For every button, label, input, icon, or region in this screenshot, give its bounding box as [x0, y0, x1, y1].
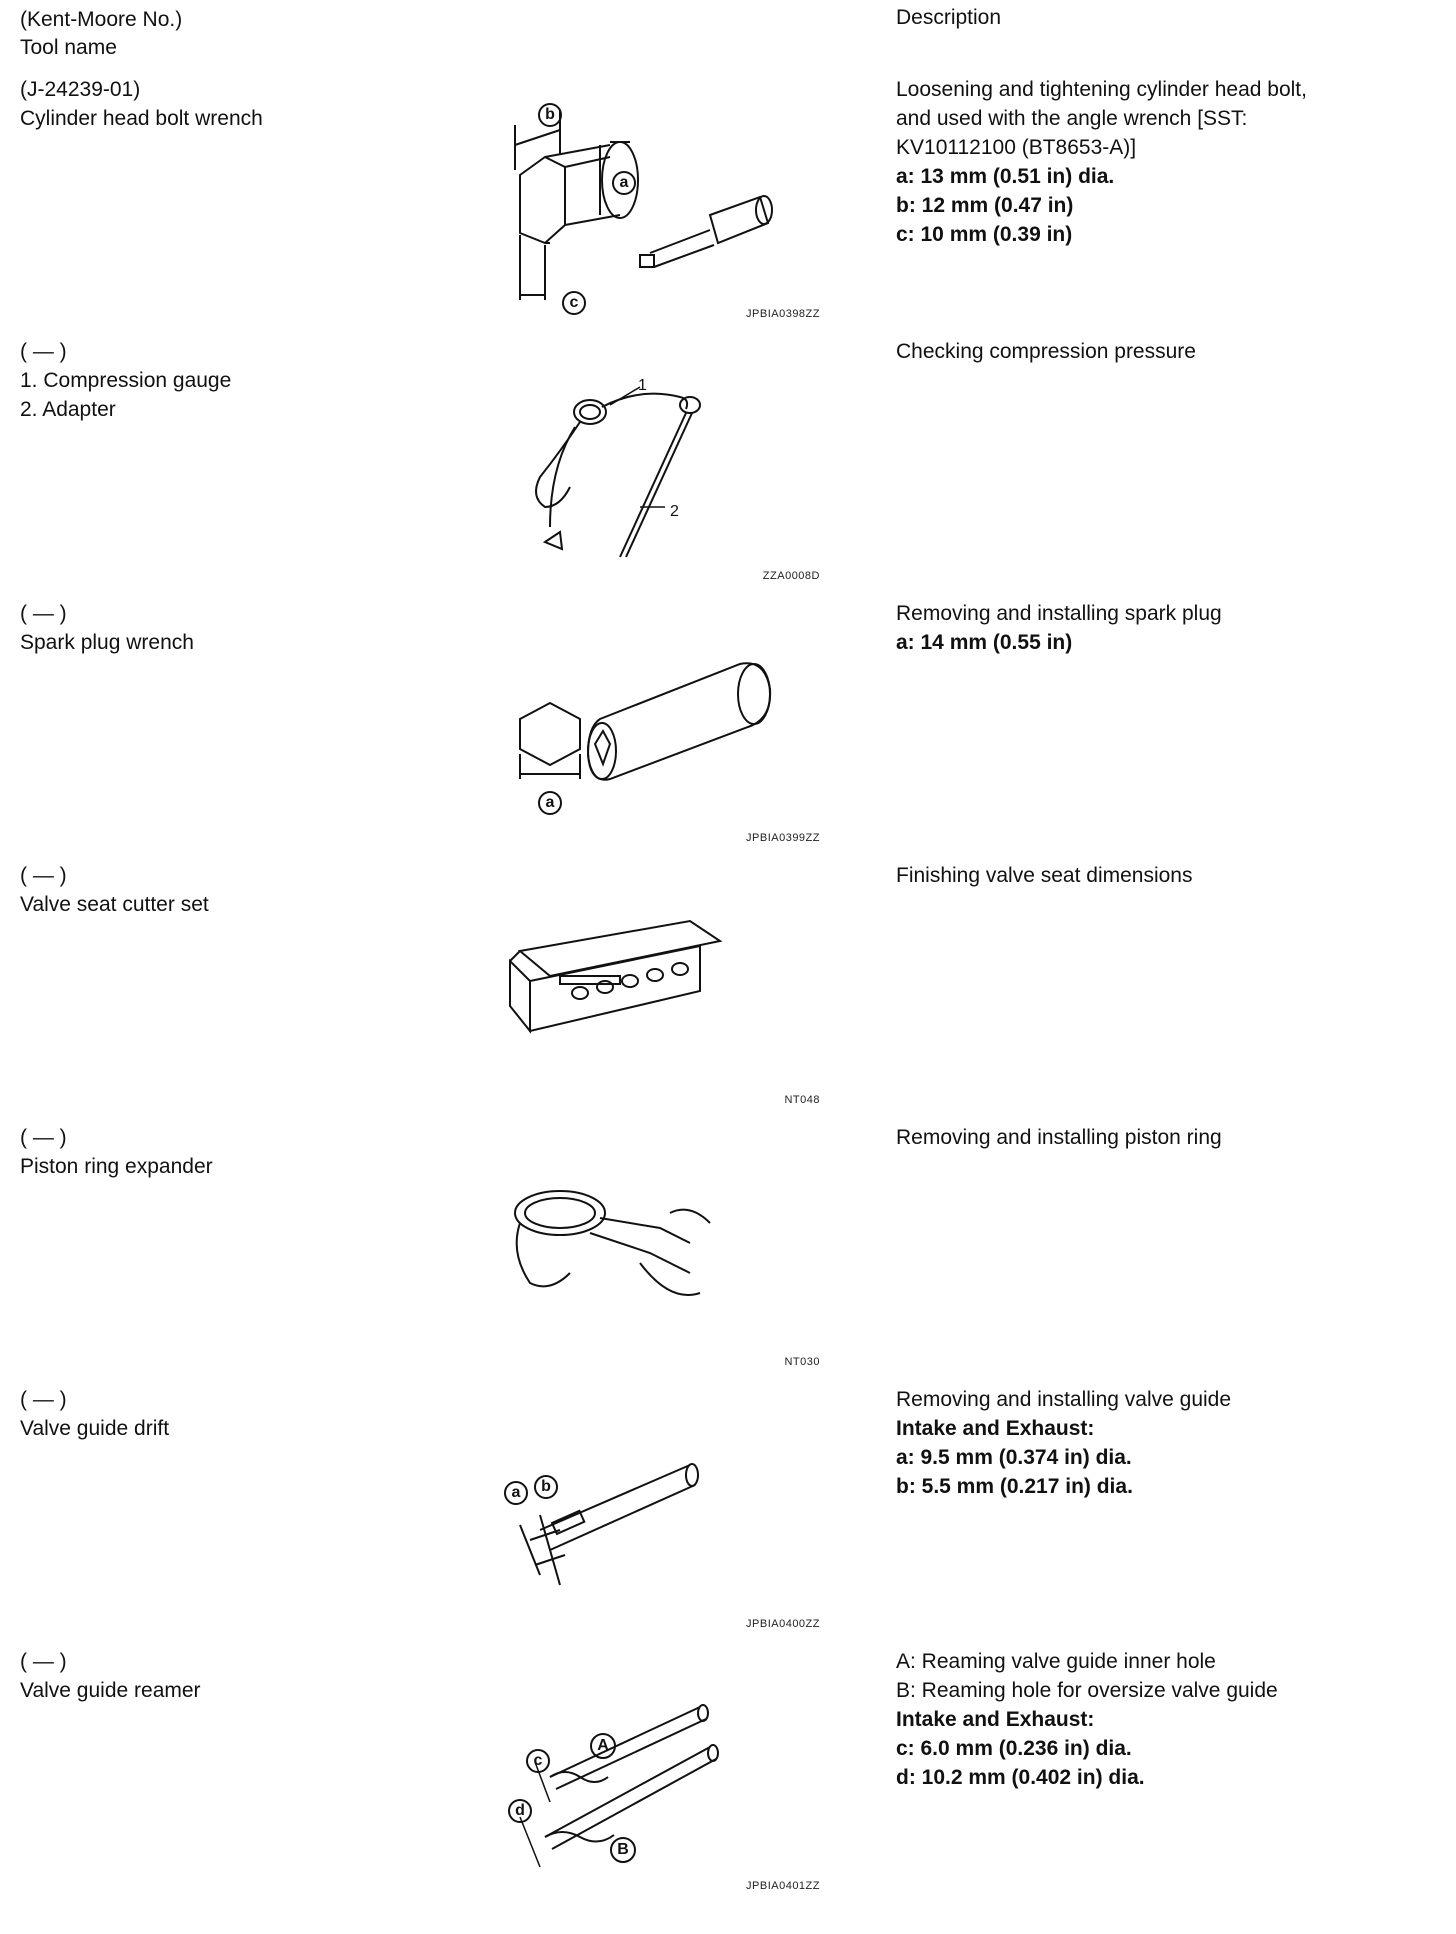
header-description-label: Description: [896, 6, 1002, 29]
label-a: a: [538, 791, 562, 815]
figure-code: JPBIA0401ZZ: [746, 1880, 820, 1892]
description-line: B: Reaming hole for oversize valve guide: [896, 1679, 1278, 1702]
table-row: [20, 599, 1426, 861]
figure-code: ZZA0008D: [762, 570, 820, 582]
tool-name: 1. Compression gauge: [20, 369, 232, 392]
description-line: and used with the angle wrench [SST:: [896, 107, 1248, 130]
spark-plug-wrench-figure: [490, 619, 850, 849]
tool-name: Valve seat cutter set: [20, 893, 209, 916]
tool-number: ( — ): [20, 1650, 67, 1673]
table-row: [20, 861, 1426, 1123]
label-2: 2: [670, 503, 679, 520]
description-line: Finishing valve seat dimensions: [896, 864, 1193, 887]
figure-code: NT048: [784, 1094, 820, 1106]
label-A: A: [590, 1733, 616, 1759]
description-line: Loosening and tightening cylinder head bolt,: [896, 78, 1307, 101]
tool-number: ( — ): [20, 864, 67, 887]
label-d: d: [508, 1799, 532, 1823]
tool-number: ( — ): [20, 1388, 67, 1411]
label-c: c: [562, 291, 586, 315]
header-kent-moore-label: (Kent-Moore No.): [20, 8, 183, 31]
tool-cell: [20, 861, 896, 1123]
tool-number: (J-24239-01): [20, 78, 141, 101]
special-service-tools-sheet: [20, 6, 1426, 1909]
description-cell: [896, 1123, 1426, 1385]
description-cell: [896, 1647, 1426, 1909]
label-b: b: [538, 103, 562, 127]
description-spec-line: a: 13 mm (0.51 in) dia.: [896, 165, 1115, 188]
description-line: KV10112100 (BT8653-A)]: [896, 136, 1137, 159]
label-b: b: [534, 1475, 558, 1499]
table-row: [20, 1123, 1426, 1385]
label-B: B: [610, 1837, 636, 1863]
description-spec-line: a: 14 mm (0.55 in): [896, 631, 1073, 654]
tool-cell: [20, 75, 896, 337]
description-cell: [896, 75, 1426, 337]
valve-seat-cutter-set-figure: [490, 881, 850, 1111]
description-spec-line: b: 12 mm (0.47 in): [896, 194, 1074, 217]
label-c: c: [526, 1749, 550, 1773]
description-cell: [896, 1385, 1426, 1647]
table-row: [20, 1647, 1426, 1909]
label-a: a: [612, 171, 636, 195]
tools-table: [20, 6, 1426, 1909]
table-row: [20, 75, 1426, 337]
header-description-cell: [896, 6, 1426, 75]
table-row: [20, 1385, 1426, 1647]
tool-number: ( — ): [20, 602, 67, 625]
description-line: Checking compression pressure: [896, 340, 1196, 363]
tool-number: ( — ): [20, 340, 67, 363]
header-tool-cell: [20, 6, 896, 75]
tool-cell: [20, 1385, 896, 1647]
label-a: a: [504, 1481, 528, 1505]
description-spec-line: c: 6.0 mm (0.236 in) dia.: [896, 1737, 1132, 1760]
valve-guide-reamer-figure: [490, 1667, 850, 1897]
tool-cell: [20, 1647, 896, 1909]
description-spec-heading: Intake and Exhaust:: [896, 1708, 1095, 1731]
description-spec-line: b: 5.5 mm (0.217 in) dia.: [896, 1475, 1133, 1498]
tool-name: Piston ring expander: [20, 1155, 213, 1178]
valve-guide-drift-figure: [490, 1405, 850, 1635]
description-line: Removing and installing valve guide: [896, 1388, 1232, 1411]
description-spec-line: c: 10 mm (0.39 in): [896, 223, 1073, 246]
description-spec-line: a: 9.5 mm (0.374 in) dia.: [896, 1446, 1132, 1469]
header-tool-name-label: Tool name: [20, 36, 117, 59]
description-spec-heading: Intake and Exhaust:: [896, 1417, 1095, 1440]
tool-name: Valve guide drift: [20, 1417, 170, 1440]
figure-code: JPBIA0400ZZ: [746, 1618, 820, 1630]
description-line: Removing and installing piston ring: [896, 1126, 1222, 1149]
table-row: [20, 337, 1426, 599]
tool-name: Valve guide reamer: [20, 1679, 201, 1702]
figure-code: JPBIA0398ZZ: [746, 308, 820, 320]
description-line: Removing and installing spark plug: [896, 602, 1222, 625]
description-cell: [896, 599, 1426, 861]
figure-code: JPBIA0399ZZ: [746, 832, 820, 844]
tool-name: Spark plug wrench: [20, 631, 194, 654]
description-cell: [896, 337, 1426, 599]
compression-gauge-figure: [490, 357, 850, 587]
tool-name: Cylinder head bolt wrench: [20, 107, 263, 130]
description-spec-line: d: 10.2 mm (0.402 in) dia.: [896, 1766, 1145, 1789]
cylinder-head-bolt-wrench-figure: [490, 95, 850, 325]
description-cell: [896, 861, 1426, 1123]
tool-cell: [20, 1123, 896, 1385]
figure-code: NT030: [784, 1356, 820, 1368]
tool-number: ( — ): [20, 1126, 67, 1149]
tool-cell: [20, 599, 896, 861]
piston-ring-expander-figure: [490, 1143, 850, 1373]
tool-cell: [20, 337, 896, 599]
tool-name: 2. Adapter: [20, 398, 116, 421]
label-1: 1: [638, 377, 647, 394]
table-header-row: [20, 6, 1426, 75]
description-line: A: Reaming valve guide inner hole: [896, 1650, 1216, 1673]
